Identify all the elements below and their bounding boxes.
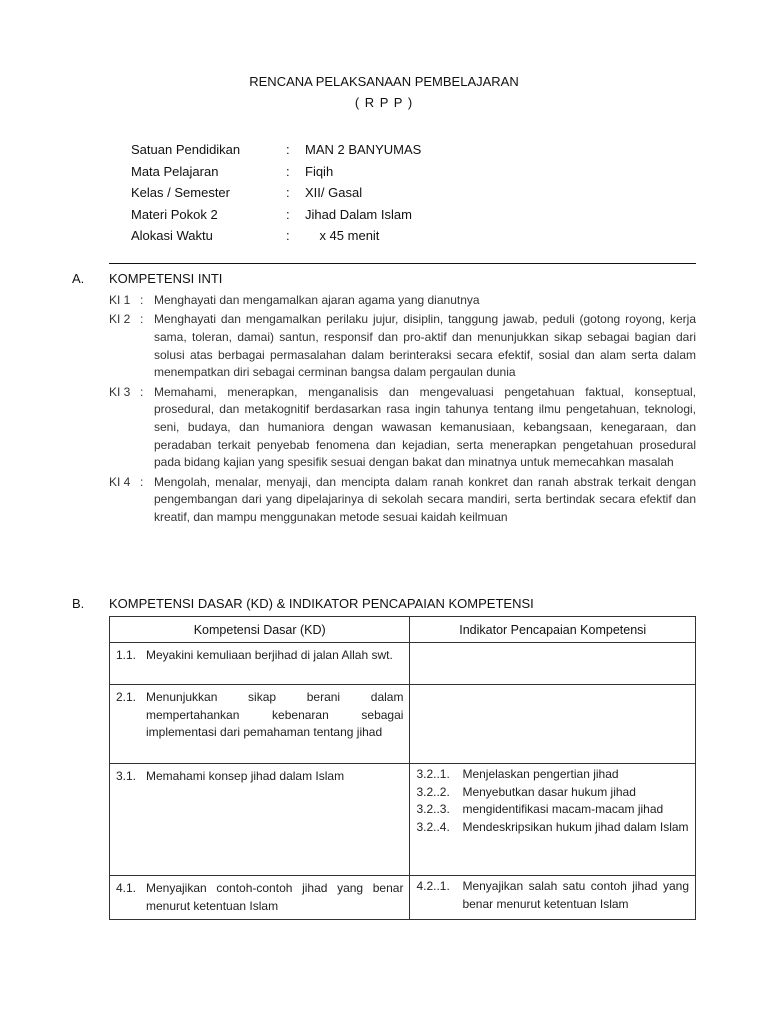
document-subtitle: ( R P P ) (354, 95, 414, 110)
section-letter: A. (72, 271, 85, 286)
identity-colon: : (286, 206, 290, 222)
kd-cell (110, 643, 410, 685)
indicator-number: 4.2..1. (416, 879, 450, 893)
identity-label: Materi Pokok 2 (131, 206, 218, 222)
table-row (110, 876, 696, 920)
kd-item (116, 768, 403, 786)
kd-item (116, 689, 403, 742)
ki-item (109, 292, 696, 310)
identity-value: Jihad Dalam Islam (305, 206, 412, 222)
indicator-item (416, 801, 689, 819)
indicator-cell (410, 685, 696, 764)
indicator-number: 3.2..4. (416, 819, 450, 834)
identity-label: Alokasi Waktu (131, 228, 213, 244)
indicator-cell (410, 643, 696, 685)
ki-code: KI 1 (109, 293, 131, 307)
kd-text: Menyajikan contoh-contoh jihad yang benar menurut ketentuan Islam (146, 881, 404, 913)
identity-row (131, 225, 421, 247)
section-letter: B. (72, 596, 85, 611)
kd-item (116, 647, 403, 665)
identity-colon: : (286, 228, 290, 244)
kd-number: 1.1. (116, 648, 137, 662)
identity-colon: : (286, 163, 290, 179)
kd-number: 2.1. (116, 690, 137, 704)
section-title: KOMPETENSI DASAR (KD) & INDIKATOR PENCAPAIAN KOMPETENSI (109, 596, 534, 611)
identity-colon: : (286, 142, 290, 158)
identity-value: Fiqih (305, 163, 334, 179)
kd-cell (110, 876, 410, 920)
indicator-item (416, 878, 689, 913)
kd-item (116, 880, 403, 915)
table-header-row (110, 617, 696, 643)
indicator-number: 3.2..1. (416, 767, 450, 781)
indicator-item (416, 784, 689, 802)
ki-colon: : (140, 384, 144, 399)
document-title: RENCANA PELAKSANAAN PEMBELAJARAN (249, 74, 519, 89)
ki-text: Menghayati dan mengamalkan perilaku jujur, disiplin, tanggung jawab, peduli (gotong royong, kerja sama, toleran, damai) santun, responsif dan pro-aktif dan menunjukkan sikap sebagai bagian dari solusi atas berbagai permasalahan dalam berinteraksi secara efektif, sosial dan alam serta dalam menempatkan diri sebagai cerminan bangsa dalam pergaulan dunia (154, 312, 696, 380)
ki-colon: : (140, 474, 144, 489)
ki-code: KI 3 (109, 384, 131, 399)
identity-value: MAN 2 BANYUMAS (305, 142, 422, 158)
table-row (110, 685, 696, 764)
identity-colon: : (286, 185, 290, 201)
identity-row (131, 161, 421, 183)
identity-label: Mata Pelajaran (131, 163, 219, 179)
identity-row (131, 182, 421, 204)
indicator-text: mengidentifikasi macam-macam jihad (462, 802, 664, 816)
kd-text: Memahami konsep jihad dalam Islam (146, 769, 345, 783)
horizontal-divider (109, 263, 696, 264)
ki-colon: : (140, 312, 144, 327)
identity-block (131, 139, 421, 247)
column-header-indicator: Indikator Pencapaian Kompetensi (410, 617, 696, 643)
kd-text: Menunjukkan sikap berani dalam mempertahankan kebenaran sebagai implementasi dari pemahaman tentang jihad (146, 690, 404, 739)
indicator-text: Mendeskripsikan hukum jihad dalam Islam (462, 819, 689, 834)
indicator-cell (410, 764, 696, 876)
ki-item (109, 311, 696, 382)
indicator-number: 3.2..2. (416, 784, 450, 799)
ki-text: Mengolah, menalar, menyaji, dan mencipta dalam ranah konkret dan ranah abstrak terkait dengan pengembangan dari yang dipelajarinya di sekolah secara mandiri, serta bertindak secara efektif dan kreatif, dan mampu menggunakan metode sesuai kaidah keilmuan (154, 474, 696, 524)
identity-value: x 45 menit (305, 228, 380, 244)
identity-row (131, 139, 421, 161)
kd-indicator-table (109, 616, 696, 920)
indicator-text: Menyajikan salah satu contoh jihad yang benar menurut ketentuan Islam (462, 879, 689, 911)
identity-label: Satuan Pendidikan (131, 142, 241, 158)
table-row (110, 643, 696, 685)
identity-value: XII/ Gasal (305, 185, 363, 201)
indicator-text: Menyebutkan dasar hukum jihad (462, 784, 636, 799)
kd-cell (110, 685, 410, 764)
indicator-text: Menjelaskan pengertian jihad (462, 767, 619, 781)
identity-label: Kelas / Semester (131, 185, 230, 201)
kd-cell (110, 764, 410, 876)
section-b-heading (72, 596, 534, 611)
ki-text: Memahami, menerapkan, menganalisis dan mengevaluasi pengetahuan faktual, konseptual, prosedural, dan metakognitif berdasarkan rasa ingin tahunya tentang ilmu pengetahuan, teknologi, seni, budaya, dan humaniora dengan wawasan kemanusiaan, kebangsaan, kenegaraan, dan peradaban terkait penyebab fenomena dan kejadian, serta menerapkan pengetahuan prosedural pada bidang kajian yang spesifik sesuai dengan bakat dan minatnya untuk memecahkan masalah (154, 384, 696, 470)
kd-text: Meyakini kemuliaan berjihad di jalan Allah swt. (146, 648, 393, 662)
ki-code: KI 2 (109, 312, 131, 327)
section-a-heading (72, 271, 222, 286)
kd-number: 4.1. (116, 881, 137, 895)
indicator-number: 3.2..3. (416, 802, 450, 816)
ki-colon: : (140, 293, 144, 307)
indicator-item (416, 766, 689, 784)
indicator-item (416, 819, 689, 837)
column-header-kd: Kompetensi Dasar (KD) (110, 617, 410, 643)
ki-item (109, 384, 696, 473)
ki-code: KI 4 (109, 474, 131, 489)
indicator-cell (410, 876, 696, 920)
section-title: KOMPETENSI INTI (109, 271, 223, 286)
ki-item (109, 474, 696, 527)
table-row (110, 764, 696, 876)
kd-number: 3.1. (116, 769, 137, 783)
identity-row (131, 204, 421, 226)
ki-text: Menghayati dan mengamalkan ajaran agama yang dianutnya (154, 293, 480, 307)
kompetensi-inti-list (109, 292, 696, 528)
